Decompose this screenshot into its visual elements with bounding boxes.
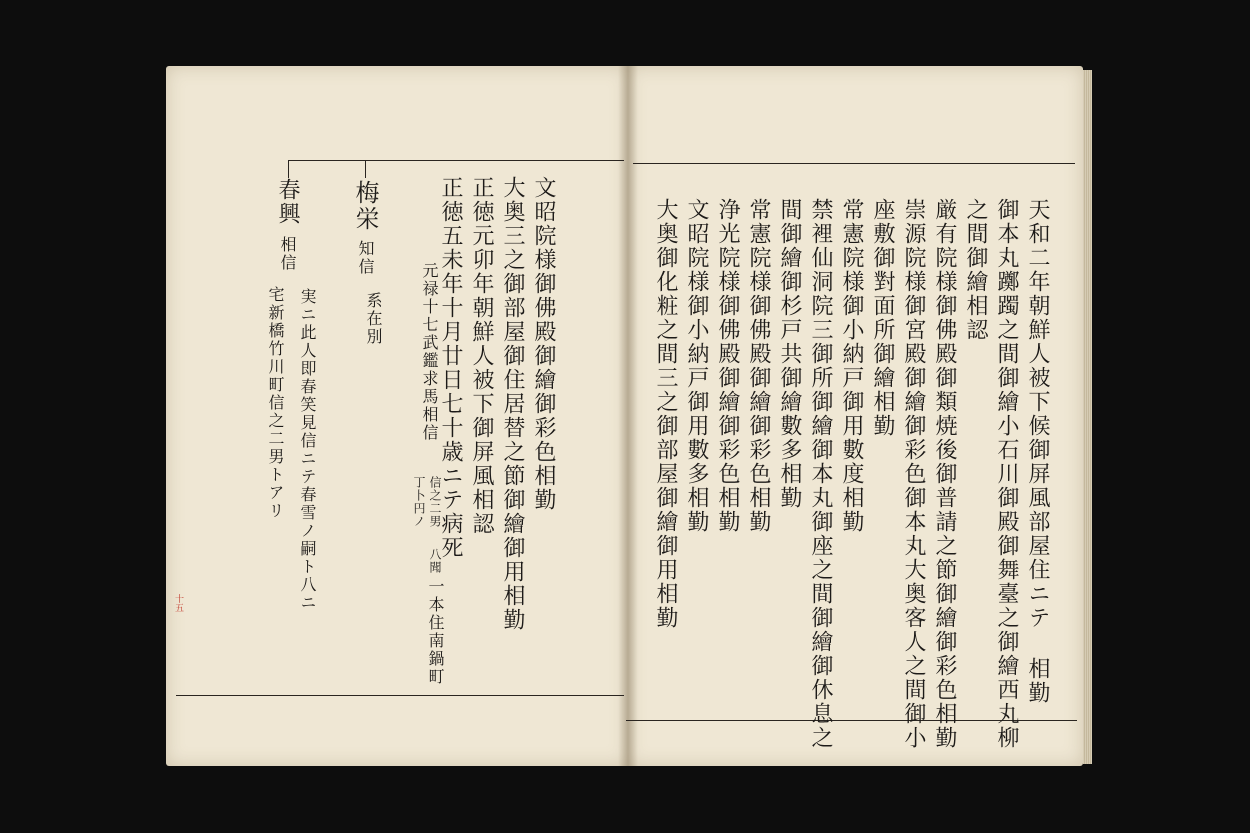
- note-column: 一本住南鍋町: [426, 578, 445, 686]
- interlinear-note: 信之二男: [428, 476, 442, 528]
- text-column: 大奥御化粧之間三之御部屋御繪御用相勤: [653, 198, 678, 630]
- text-column: 正徳五未年十月廿日七十歳ニテ病死: [438, 176, 463, 560]
- text-column: 文昭院様御小納戸御用數多相勤: [684, 198, 709, 534]
- text-column: 文昭院様御佛殿御繪御彩色相勤: [531, 176, 556, 512]
- note-column: 実ニ此人即春笑見信ニテ春雪ノ嗣ト八ニ: [298, 288, 317, 612]
- tick-line-middle: [365, 160, 366, 178]
- text-column: 御本丸躑躅之間御繪小石川御殿御舞臺之御繪西丸柳: [994, 198, 1019, 750]
- text-column: 崇源院様御宮殿御繪御彩色御本丸大奥客人之間御小: [901, 198, 926, 750]
- interlinear-note: 丁卜円ノ: [412, 476, 426, 528]
- folio-number: 十五: [173, 594, 183, 612]
- tick-line-left: [288, 160, 289, 178]
- text-column: 禁裡仙洞院三御所御繪御本丸御座之間御繪御休息之: [808, 198, 833, 750]
- text-column: 厳有院様御佛殿御類焼後御普請之節御繪御彩色相勤: [932, 198, 957, 750]
- text-column: 浄光院様御佛殿御繪御彩色相勤: [715, 198, 740, 534]
- note-column: 元禄十七武鑑求馬相信: [420, 262, 439, 442]
- person-heading-sub: 知信: [356, 240, 375, 276]
- text-column: 正徳元卯年朝鮮人被下御屏風相認: [469, 176, 494, 536]
- text-column: 常憲院様御佛殿御繪御彩色相勤: [746, 198, 771, 534]
- text-column: 間御繪御杉戸共御繪數多相勤: [777, 198, 802, 510]
- note-column: 系在別: [364, 292, 383, 346]
- text-column: 常憲院様御小納戸御用數度相勤: [839, 198, 864, 534]
- text-column: 天和二年朝鮮人被下候御屏風部屋住ニテ 相勤: [1025, 198, 1050, 705]
- text-column: 之間御繪相認: [963, 198, 988, 342]
- text-column: 座敷御對面所御繪相勤: [870, 198, 895, 438]
- top-rule-left: [288, 160, 624, 161]
- book-gutter: [618, 66, 638, 766]
- note-column: 宅新橋竹川町信之二男トアリ: [266, 286, 285, 520]
- interlinear-note: 八聞: [428, 548, 442, 574]
- person-heading: 春興: [275, 178, 300, 226]
- person-heading: 梅栄: [351, 180, 379, 232]
- bottom-rule-left: [176, 695, 624, 696]
- text-column: 大奥三之御部屋御住居替之節御繪御用相勤: [500, 176, 525, 632]
- left-page: [166, 66, 628, 766]
- top-rule-right: [633, 163, 1075, 164]
- page-edge: [1083, 70, 1092, 764]
- person-heading-sub: 相信: [278, 236, 297, 272]
